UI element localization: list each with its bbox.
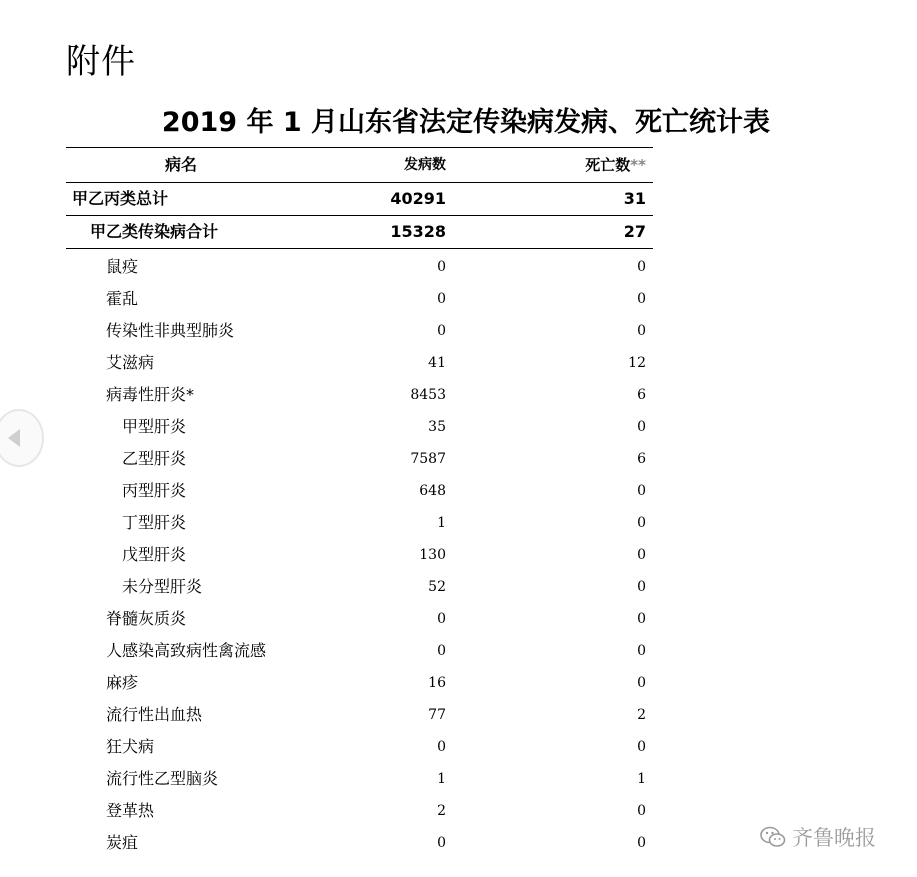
row-incidence: 16: [428, 675, 446, 691]
row-name: 鼠疫: [106, 257, 139, 276]
header-deaths-mark: **: [630, 156, 646, 174]
row-name: 甲型肝炎: [122, 417, 187, 436]
row-incidence: 0: [437, 259, 446, 275]
page-title: 2019 年 1 月山东省法定传染病发病、死亡统计表: [161, 107, 771, 138]
row-incidence: 0: [437, 835, 446, 851]
row-deaths: 0: [637, 323, 646, 339]
total-row-class-ab: [66, 216, 653, 249]
table-row: [66, 699, 653, 731]
row-incidence: 648: [419, 483, 446, 499]
row-incidence: 1: [437, 771, 446, 787]
row-deaths: 0: [637, 259, 646, 275]
table-row: [66, 667, 653, 699]
row-name: 流行性乙型脑炎: [106, 769, 219, 788]
row-incidence: 0: [437, 291, 446, 307]
table-row: [66, 507, 653, 539]
row-deaths: 31: [623, 189, 646, 208]
row-incidence: 1: [437, 515, 446, 531]
total-row-all: [66, 183, 653, 216]
row-deaths: 0: [637, 483, 646, 499]
row-name: 人感染高致病性禽流感: [106, 641, 267, 660]
row-deaths: 0: [637, 803, 646, 819]
table-row: [66, 827, 653, 859]
row-name: 丙型肝炎: [122, 481, 187, 500]
statistics-table: [66, 147, 653, 859]
row-deaths: 27: [623, 222, 646, 241]
row-incidence: 40291: [390, 189, 446, 208]
row-incidence: 77: [428, 707, 446, 723]
row-name: 麻疹: [106, 673, 139, 692]
table-body: [66, 249, 653, 859]
row-deaths: 0: [637, 419, 646, 435]
row-deaths: 2: [637, 707, 646, 723]
table-header: [66, 147, 653, 183]
table-row: [66, 603, 653, 635]
row-incidence: 2: [437, 803, 446, 819]
table-row: [66, 347, 653, 379]
row-deaths: 0: [637, 579, 646, 595]
row-deaths: 6: [637, 387, 646, 403]
header-deaths-label: 死亡数: [585, 156, 631, 174]
row-deaths: 12: [628, 355, 646, 371]
row-name: 炭疽: [106, 833, 139, 852]
table-row: [66, 475, 653, 507]
row-name: 丁型肝炎: [122, 513, 187, 532]
row-deaths: 0: [637, 291, 646, 307]
row-deaths: 0: [637, 835, 646, 851]
row-incidence: 0: [437, 323, 446, 339]
row-name: 戊型肝炎: [122, 545, 187, 564]
row-deaths: 0: [637, 675, 646, 691]
row-name: 登革热: [106, 801, 155, 820]
table-row: [66, 571, 653, 603]
row-name: 艾滋病: [106, 353, 155, 372]
row-incidence: 52: [428, 579, 446, 595]
row-incidence: 8453: [410, 387, 446, 403]
back-button[interactable]: [0, 409, 44, 467]
table-row: [66, 763, 653, 795]
row-incidence: 0: [437, 611, 446, 627]
row-name: 病毒性肝炎*: [106, 385, 195, 404]
table-row: [66, 539, 653, 571]
row-incidence: 15328: [390, 222, 446, 241]
row-name: 甲乙丙类总计: [72, 189, 169, 208]
row-incidence: 35: [428, 419, 446, 435]
table-row: [66, 635, 653, 667]
wechat-icon: [760, 826, 786, 848]
header-name: 病名: [164, 155, 197, 174]
row-name: 脊髓灰质炎: [106, 609, 187, 628]
row-deaths: 0: [637, 515, 646, 531]
row-incidence: 0: [437, 739, 446, 755]
row-deaths: 6: [637, 451, 646, 467]
watermark-text: 齐鲁晚报: [792, 826, 876, 850]
table-row: [66, 443, 653, 475]
row-deaths: 0: [637, 547, 646, 563]
row-name: 未分型肝炎: [122, 577, 203, 596]
row-name: 狂犬病: [106, 737, 155, 756]
table-row: [66, 379, 653, 411]
row-deaths: 0: [637, 611, 646, 627]
row-name: 甲乙类传染病合计: [90, 222, 219, 241]
row-deaths: 1: [637, 771, 646, 787]
header-deaths: [585, 148, 646, 183]
row-deaths: 0: [637, 643, 646, 659]
table-row: [66, 411, 653, 443]
row-deaths: 0: [637, 739, 646, 755]
table-row: [66, 731, 653, 763]
chevron-left-icon: [8, 429, 20, 447]
row-name: 霍乱: [106, 289, 139, 308]
table-row: [66, 251, 653, 283]
row-incidence: 41: [428, 355, 446, 371]
row-incidence: 130: [419, 547, 446, 563]
row-incidence: 7587: [410, 451, 446, 467]
table-row: [66, 283, 653, 315]
watermark: [760, 822, 876, 852]
row-name: 流行性出血热: [106, 705, 203, 724]
table-row: [66, 315, 653, 347]
annex-label: 附件: [66, 42, 136, 82]
row-name: 乙型肝炎: [122, 449, 187, 468]
row-incidence: 0: [437, 643, 446, 659]
table-row: [66, 795, 653, 827]
header-incidence: 发病数: [404, 157, 446, 173]
row-name: 传染性非典型肺炎: [106, 321, 235, 340]
